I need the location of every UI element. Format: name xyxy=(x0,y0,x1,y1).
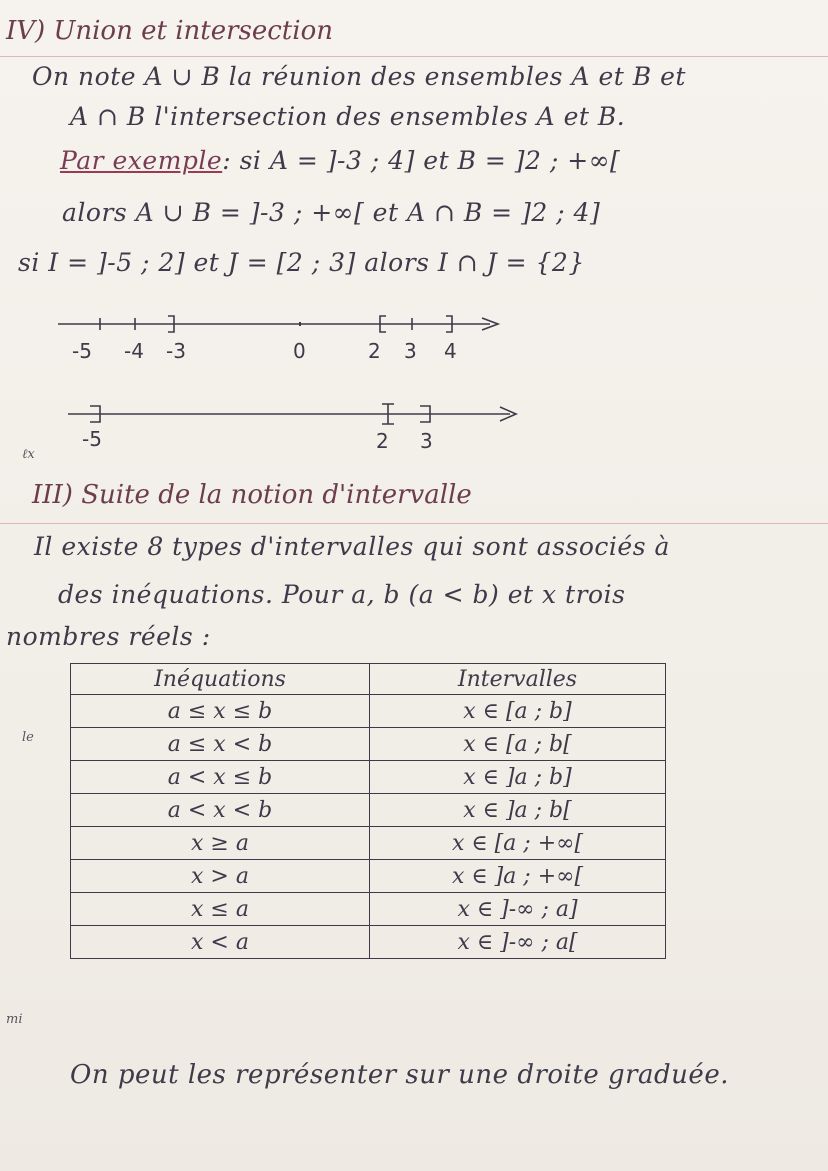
number-line-1 xyxy=(50,306,520,370)
intervals-table xyxy=(70,663,666,959)
margin-mark: le xyxy=(22,730,34,745)
margin-mark: ℓx xyxy=(22,447,35,462)
text-line: On note A ∪ B la réunion des ensembles A et B et xyxy=(32,62,686,91)
tick-label: 3 xyxy=(404,339,417,363)
text-line: des inéquations. Pour a, b (a < b) et x trois xyxy=(58,580,626,609)
interval-cell: x ∈ ]a ; b[ xyxy=(370,794,666,827)
interval-cell: x ∈ ]-∞ ; a[ xyxy=(370,926,666,959)
header-intervals: Intervalles xyxy=(370,664,666,695)
inequation-cell: x ≥ a xyxy=(71,827,370,860)
inequation-cell: a ≤ x ≤ b xyxy=(71,695,370,728)
inequation-cell: x > a xyxy=(71,860,370,893)
rule-line xyxy=(0,523,828,524)
text-line: si I = ]-5 ; 2] et J = [2 ; 3] alors I ∩ J = {2} xyxy=(18,248,585,277)
interval-cell: x ∈ ]a ; b] xyxy=(370,761,666,794)
inequation-cell: a < x < b xyxy=(71,794,370,827)
section-title-union: IV) Union et intersection xyxy=(6,16,333,46)
tick-label: -5 xyxy=(82,427,102,451)
tick-label: 2 xyxy=(376,429,389,453)
number-line-1-svg xyxy=(50,306,520,366)
interval-cell: x ∈ [a ; b] xyxy=(370,695,666,728)
table-row xyxy=(71,893,666,926)
text-line: nombres réels : xyxy=(6,622,211,651)
rule-line xyxy=(0,56,828,57)
tick-label: -3 xyxy=(166,339,186,363)
table-row xyxy=(71,695,666,728)
header-inequations: Inéquations xyxy=(71,664,370,695)
tick-label: -5 xyxy=(72,339,92,363)
example-label: Par exemple xyxy=(60,146,223,175)
table-row xyxy=(71,794,666,827)
inequation-cell: a ≤ x < b xyxy=(71,728,370,761)
text-line: alors A ∪ B = ]-3 ; +∞[ et A ∩ B = ]2 ; 4] xyxy=(62,198,601,227)
tick-label: 4 xyxy=(444,339,457,363)
inequation-cell: x ≤ a xyxy=(71,893,370,926)
tick-label: 3 xyxy=(420,429,433,453)
table-row xyxy=(71,827,666,860)
tick-label: 0 xyxy=(293,339,306,363)
number-line-2 xyxy=(60,396,530,460)
table-row xyxy=(71,926,666,959)
text-line: A ∩ B l'intersection des ensembles A et B. xyxy=(70,102,626,131)
interval-cell: x ∈ [a ; b[ xyxy=(370,728,666,761)
table-header-row xyxy=(71,664,666,695)
table-row xyxy=(71,761,666,794)
number-line-2-svg xyxy=(60,396,530,456)
interval-cell: x ∈ ]-∞ ; a] xyxy=(370,893,666,926)
text-line: Il existe 8 types d'intervalles qui sont associés à xyxy=(34,532,670,561)
table-row xyxy=(71,860,666,893)
margin-mark: mi xyxy=(6,1012,23,1027)
table-row xyxy=(71,728,666,761)
section-title-intervals: III) Suite de la notion d'intervalle xyxy=(32,480,472,510)
tick-label: 2 xyxy=(368,339,381,363)
footer-text: On peut les représenter sur une droite graduée. xyxy=(70,1060,729,1090)
tick-label: -4 xyxy=(124,339,144,363)
inequation-cell: a < x ≤ b xyxy=(71,761,370,794)
example-text: : si A = ]-3 ; 4] et B = ]2 ; +∞[ xyxy=(222,146,621,175)
interval-cell: x ∈ [a ; +∞[ xyxy=(370,827,666,860)
example-line xyxy=(60,146,620,175)
interval-cell: x ∈ ]a ; +∞[ xyxy=(370,860,666,893)
inequation-cell: x < a xyxy=(71,926,370,959)
